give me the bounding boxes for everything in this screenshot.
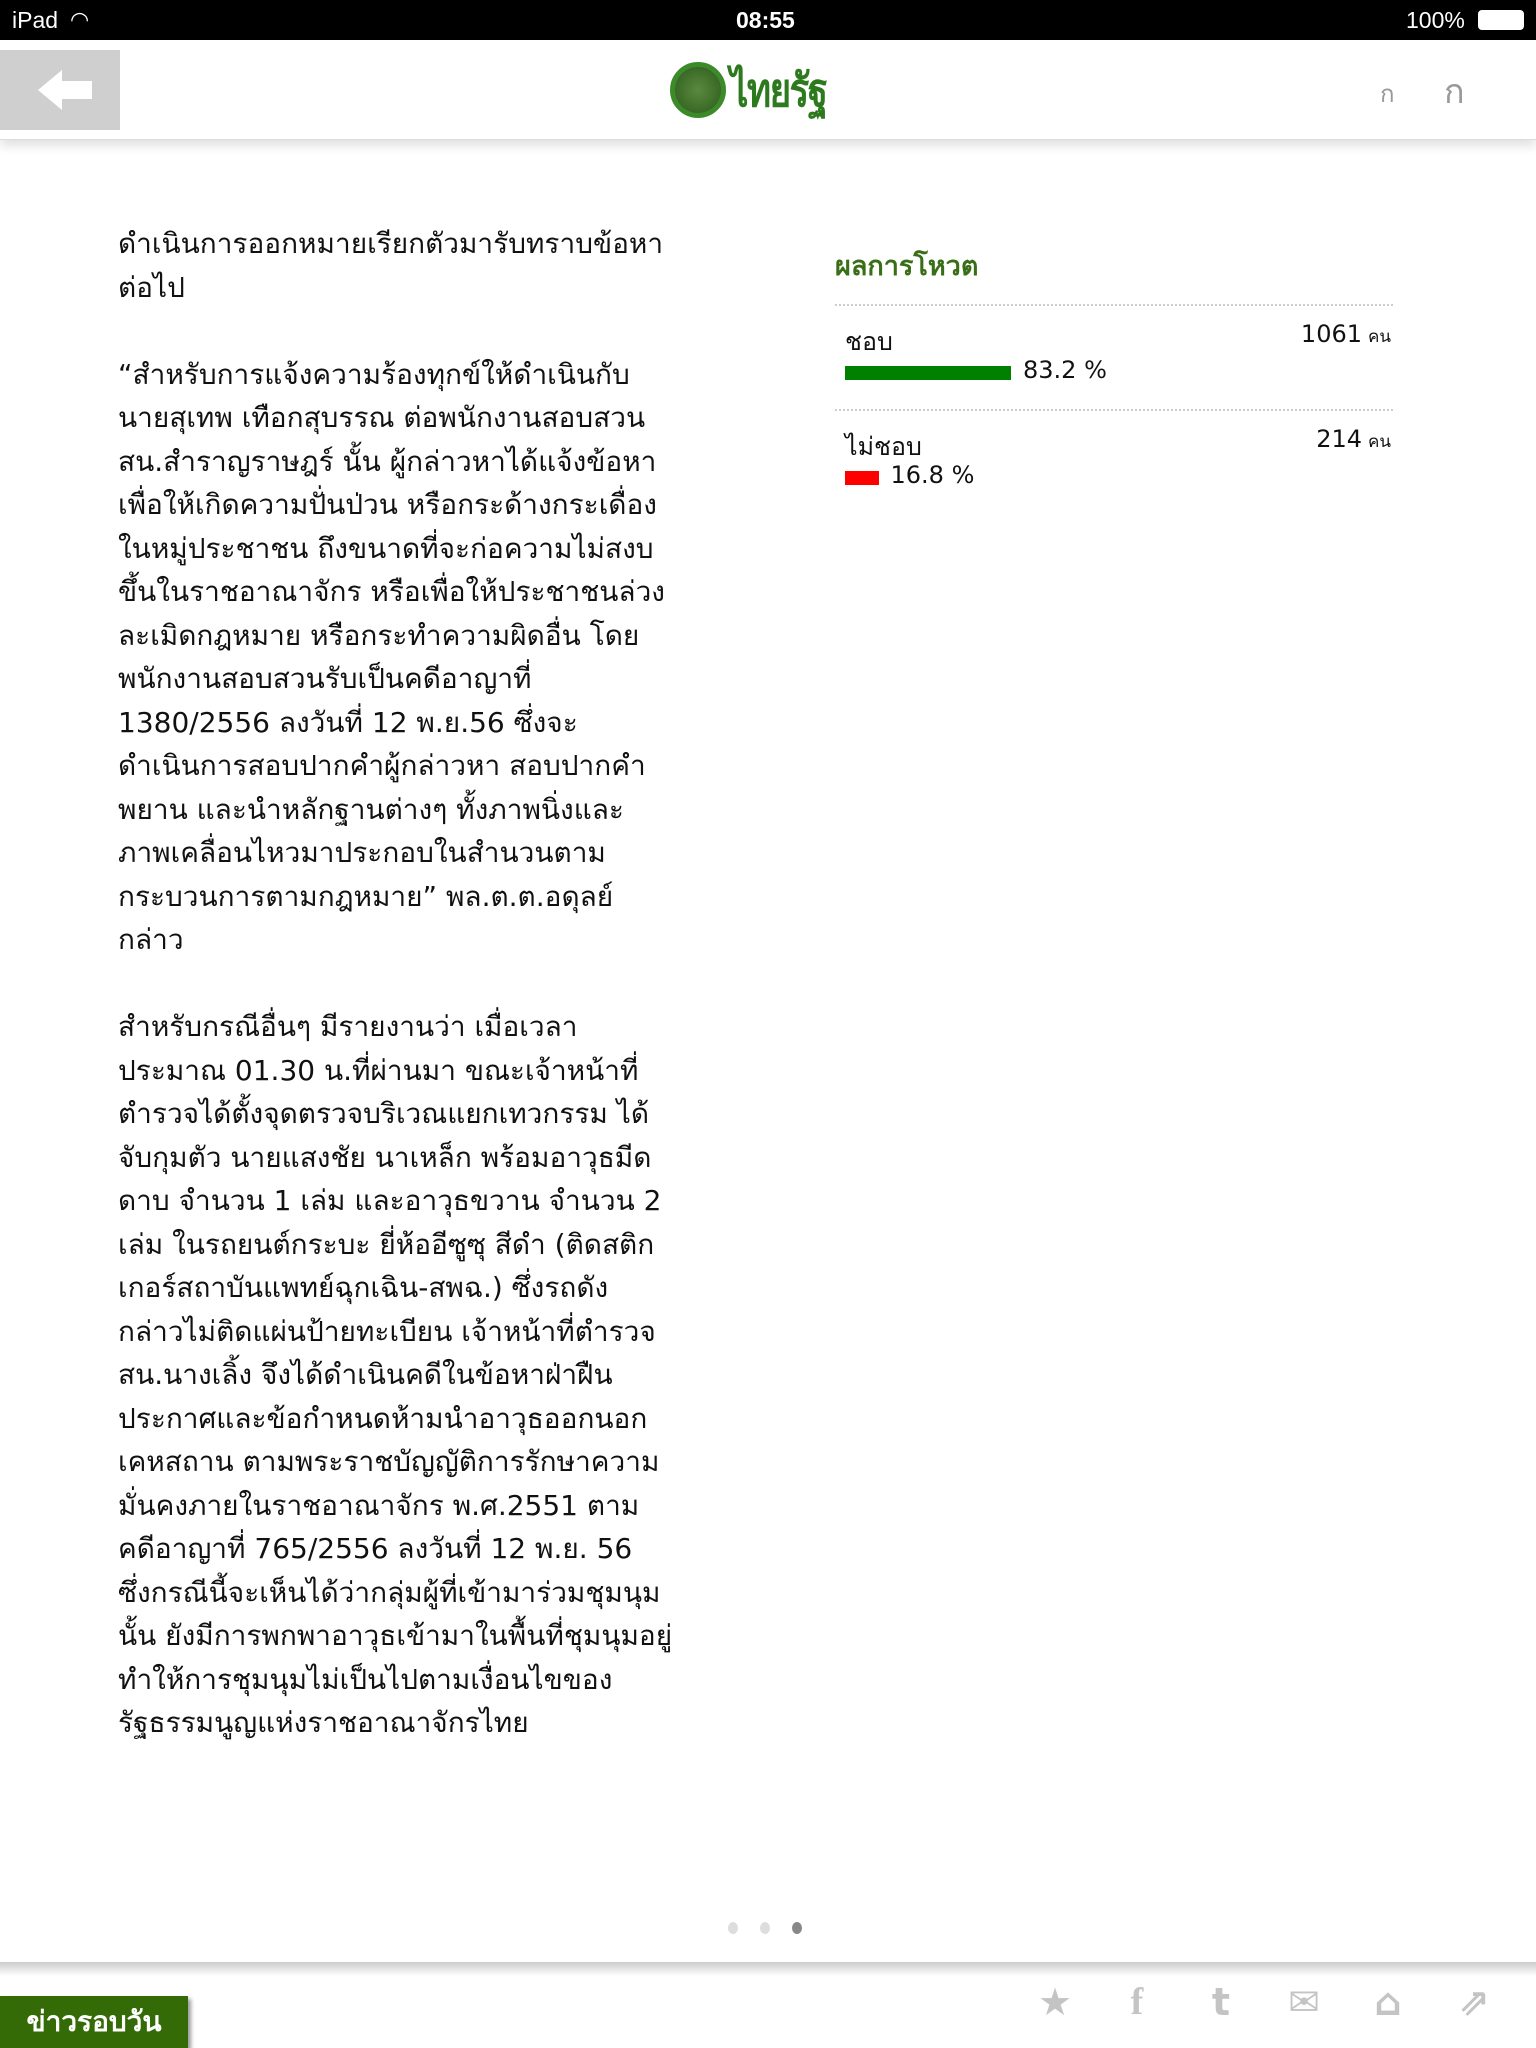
article-line: ดาบ จำนวน 1 เล่ม และอาวุธขวาน จำนวน 2 (118, 1184, 662, 1217)
share-icon[interactable]: ⇗ (1458, 1980, 1490, 2024)
vote-bar (845, 471, 879, 485)
article-line: กล่าวไม่ติดแผ่นป้ายทะเบียน เจ้าหน้าที่ตำรวจ (118, 1314, 656, 1348)
article-line: นายสุเทพ เทือกสุบรรณ ต่อพนักงานสอบสวน (118, 401, 646, 434)
vote-count-unit: คน (1368, 432, 1391, 452)
vote-count-unit: คน (1368, 327, 1391, 347)
vote-percent: 16.8 % (890, 461, 975, 489)
article-line: 1380/2556 ลงวันที่ 12 พ.ย.56 ซึ่งจะ (118, 705, 578, 739)
article-line: ขึ้นในราชอาณาจักร หรือเพื่อให้ประชาชนล่วง (118, 575, 665, 608)
vote-title: ผลการโหวต (835, 251, 979, 282)
article-line: พนักงานสอบสวนรับเป็นคดีอาญาที่ (118, 662, 532, 695)
mail-icon[interactable]: ✉ (1288, 1980, 1320, 2024)
article-line: สำหรับกรณีอื่นๆ มีรายงานว่า เมื่อเวลา (118, 1010, 578, 1043)
article-line: ละเมิดกฎหมาย หรือกระทำความผิดอื่น โดย (118, 618, 640, 652)
article-paragraph (118, 353, 718, 962)
article-line: เคหสถาน ตามพระราชบัญญัติการรักษาความ (118, 1445, 660, 1478)
vote-count-value: 214 (1316, 425, 1362, 453)
vote-results (835, 240, 1393, 514)
wifi-icon: ◠ (70, 7, 90, 32)
vote-count-value: 1061 (1300, 320, 1362, 348)
article-line: ประกาศและข้อกำหนดห้ามนำอาวุธออกนอก (118, 1401, 648, 1435)
article-line: กระบวนการตามกฎหมาย” พล.ต.ต.อดุลย์ (118, 879, 614, 913)
article-line: จับกุมตัว นายแสงชัย นาเหล็ก พร้อมอาวุธมีด (118, 1140, 652, 1174)
battery-percent: 100% (1406, 7, 1465, 33)
star-icon[interactable]: ★ (1037, 1980, 1073, 2024)
vote-row (835, 409, 1393, 514)
device-label: iPad (12, 7, 59, 33)
article-paragraph (118, 1005, 718, 1745)
back-button[interactable] (0, 50, 120, 130)
article-line: เล่ม ในรถยนต์กระบะ ยี่ห้ออีซูซุ สีดำ (ติดสติก (118, 1227, 655, 1261)
article-line: กล่าว (118, 923, 184, 956)
clock: 08:55 (736, 7, 795, 33)
facebook-icon[interactable]: f (1130, 1981, 1144, 2023)
font-smaller-button[interactable]: ก (1380, 80, 1395, 108)
vote-row (835, 304, 1393, 409)
article-paragraph (118, 222, 718, 309)
logo-text: ไทยรัฐ (730, 62, 827, 117)
article-line: ต่อไป (118, 270, 185, 304)
vote-bar (845, 366, 1011, 380)
article-line: ประมาณ 01.30 น.ที่ผ่านมา ขณะเจ้าหน้าที่ (118, 1053, 639, 1087)
article-line: นั้น ยังมีการพกพาอาวุธเข้ามาในพื้นที่ชุมนุมอยู่ (118, 1619, 673, 1652)
page-dot[interactable] (792, 1922, 802, 1934)
vote-percent: 83.2 % (1023, 356, 1107, 384)
page-dot[interactable] (760, 1922, 770, 1934)
daily-news-button[interactable]: ข่าวรอบวัน (0, 1996, 188, 2048)
article-line: ตำรวจได้ตั้งจุดตรวจบริเวณแยกเทวกรรม ได้ (118, 1097, 650, 1130)
arrow-left-icon (0, 50, 120, 130)
article-line: ดำเนินการสอบปากคำผู้กล่าวหา สอบปากคำ (118, 749, 646, 782)
article-line: ทำให้การชุมนุมไม่เป็นไปตามเงื่อนไขของ (118, 1662, 613, 1696)
article-line: มั่นคงภายในราชอาณาจักร พ.ศ.2551 ตาม (118, 1488, 640, 1522)
article-line: “สำหรับการแจ้งความร้องทุกข์ให้ดำเนินกับ (118, 357, 630, 391)
article-line: ดำเนินการออกหมายเรียกตัวมารับทราบข้อหา (118, 227, 664, 260)
article-line: เพื่อให้เกิดความปั่นป่วน หรือกระด้างกระเดื่อง (118, 488, 657, 521)
home-icon[interactable]: ⌂ (1374, 1980, 1402, 2024)
logo[interactable] (670, 55, 880, 125)
battery-icon (1478, 10, 1524, 30)
vote-label: ชอบ (845, 327, 893, 356)
page-indicator[interactable] (728, 1922, 802, 1934)
vote-label: ไม่ชอบ (845, 432, 922, 461)
article-line: สน.นางเลิ้ง จึงได้ดำเนินคดีในข้อหาฝ่าฝืน (118, 1358, 613, 1391)
logo-seal (670, 62, 726, 118)
article-line: สน.สำราญราษฎร์ นั้น ผู้กล่าวหาได้แจ้งข้อหา (118, 444, 657, 478)
article-line: เกอร์สถาบันแพทย์ฉุกเฉิน-สพฉ.) ซึ่งรถดัง (118, 1271, 609, 1304)
vote-count (1301, 320, 1391, 350)
article-line: ภาพเคลื่อนไหวมาประกอบในสำนวนตาม (118, 836, 606, 869)
article-line: พยาน และนำหลักฐานต่างๆ ทั้งภาพนิ่งและ (118, 792, 624, 826)
status-bar (0, 0, 1536, 40)
article-line: ในหมู่ประชาชน ถึงขนาดที่จะก่อความไม่สงบ (118, 531, 654, 565)
bottom-toolbar (0, 1962, 1536, 2048)
article-line: คดีอาญาที่ 765/2556 ลงวันที่ 12 พ.ย. 56 (118, 1532, 633, 1565)
page-dot[interactable] (728, 1922, 738, 1934)
article-line: ซึ่งกรณีนี้จะเห็นได้ว่ากลุ่มผู้ที่เข้ามาร่วมชุมนุม (118, 1575, 661, 1609)
twitter-icon[interactable]: t (1211, 1980, 1231, 2024)
font-larger-button[interactable]: ก (1444, 72, 1465, 112)
article-line: รัฐธรรมนูญแห่งราชอาณาจักรไทย (118, 1706, 529, 1739)
article-body (118, 222, 718, 1788)
header (0, 40, 1536, 140)
vote-count (1316, 425, 1391, 455)
